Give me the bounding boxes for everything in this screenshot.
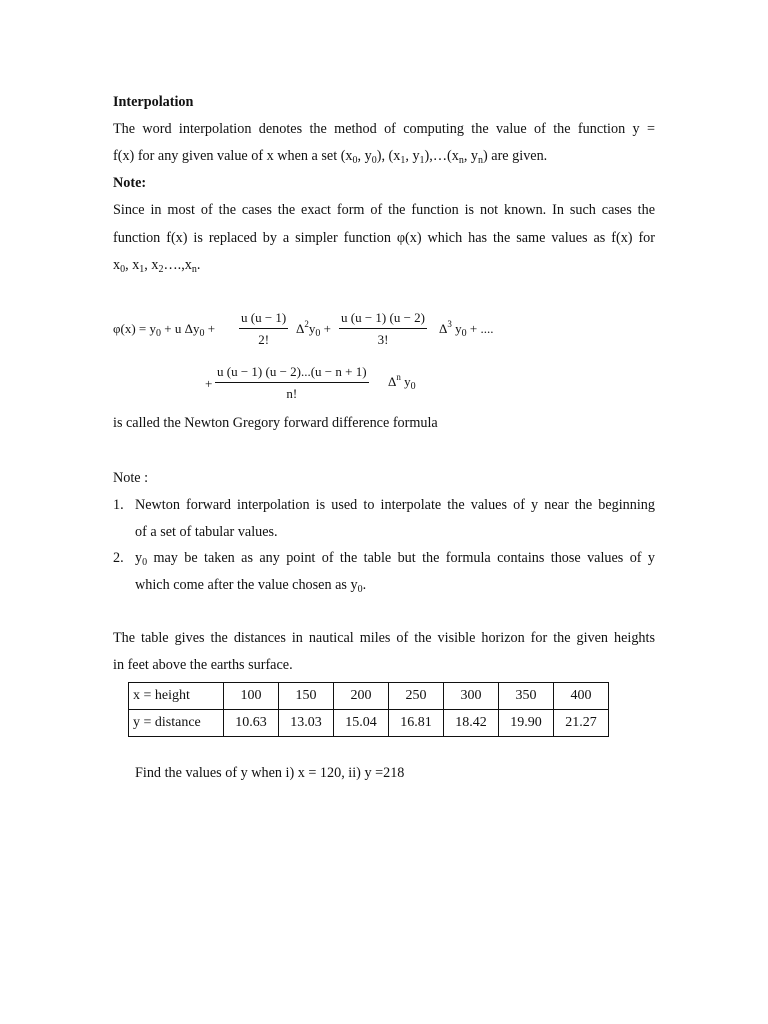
intro-line-1: The word interpolation denotes the method of computing the value of the function y = — [113, 121, 655, 137]
note-line-2: function f(x) is replaced by a simpler function φ(x) which has the same values as f(x) for — [113, 230, 655, 246]
list-item-text: Newton forward interpolation is used to interpolate the values of y near the beginning — [135, 497, 655, 513]
fraction-3 — [215, 364, 369, 402]
table-cell: 100 — [224, 683, 279, 710]
table-row-label: x = height — [129, 683, 224, 710]
list-item-text: $y_0$ may be taken as any point of the table but the formula contains those values of y — [135, 550, 655, 568]
table-cell: 10.63 — [224, 710, 279, 737]
formula-term-2: $\Delta^3$ $y_0$ + .... — [439, 319, 494, 339]
table-cell: 150 — [279, 683, 334, 710]
note2-heading: Note : — [113, 470, 149, 486]
fraction-1-denominator: 2! — [258, 332, 270, 347]
table-cell: 21.27 — [554, 710, 609, 737]
section-heading: Interpolation — [113, 94, 194, 110]
table-intro-line-1: The table gives the distances in nautical miles of the visible horizon for the given heights — [113, 630, 655, 646]
table-cell: 200 — [334, 683, 389, 710]
table-cell: 16.81 — [389, 710, 444, 737]
fraction-2-denominator: 3! — [377, 332, 389, 347]
table-intro-line-2: in feet above the earths surface. — [113, 657, 293, 673]
formula-term-1: $\Delta^2y_0$ + — [296, 319, 331, 339]
data-table — [128, 682, 609, 737]
formula-term-3: $\Delta^n$ $y_0$ — [388, 372, 416, 392]
table-row — [129, 683, 609, 710]
intro-line-2: f(x) for any given value of x when a set ($x_0$, $y_0$), ($x_1$, $y_1),\dots(x_n$, $y_n$) are given. — [113, 148, 548, 166]
formula-lhs: $\varphi(x) = y_0 + u$ $\Delta y_0$ + — [113, 321, 216, 339]
note-line-1: Since in most of the cases the exact form of the function is not known. In such cases the — [113, 202, 655, 218]
fraction-3-numerator: u (u − 1) (u − 2)...(u − n + 1) — [215, 364, 369, 383]
newton-gregory-formula — [113, 308, 658, 408]
note-line-3: $x_0$, $x_1$, $x_2\dots.,x_n$. — [113, 257, 201, 275]
fraction-1-numerator: u (u − 1) — [239, 310, 288, 329]
fraction-2-numerator: u (u − 1) (u − 2) — [339, 310, 427, 329]
fraction-2 — [339, 310, 427, 348]
list-item-number: 2. — [113, 550, 124, 566]
table-cell: 350 — [499, 683, 554, 710]
table-cell: 300 — [444, 683, 499, 710]
fraction-1 — [239, 310, 288, 348]
list-item-number: 1. — [113, 497, 124, 513]
list-item-continuation: which come after the value chosen as $y_0$. — [135, 577, 367, 595]
fraction-3-denominator: n! — [286, 386, 298, 401]
formula-caption: is called the Newton Gregory forward difference formula — [113, 415, 438, 431]
table-cell: 250 — [389, 683, 444, 710]
formula-plus: + — [205, 376, 213, 391]
table-row-label: y = distance — [129, 710, 224, 737]
list-item-continuation: of a set of tabular values. — [135, 524, 278, 540]
table-cell: 18.42 — [444, 710, 499, 737]
note-heading: Note: — [113, 175, 147, 191]
question-text: Find the values of y when i) x = 120, ii) y =218 — [135, 765, 405, 781]
table-cell: 400 — [554, 683, 609, 710]
table-row — [129, 710, 609, 737]
table-cell: 13.03 — [279, 710, 334, 737]
table-cell: 15.04 — [334, 710, 389, 737]
table-cell: 19.90 — [499, 710, 554, 737]
